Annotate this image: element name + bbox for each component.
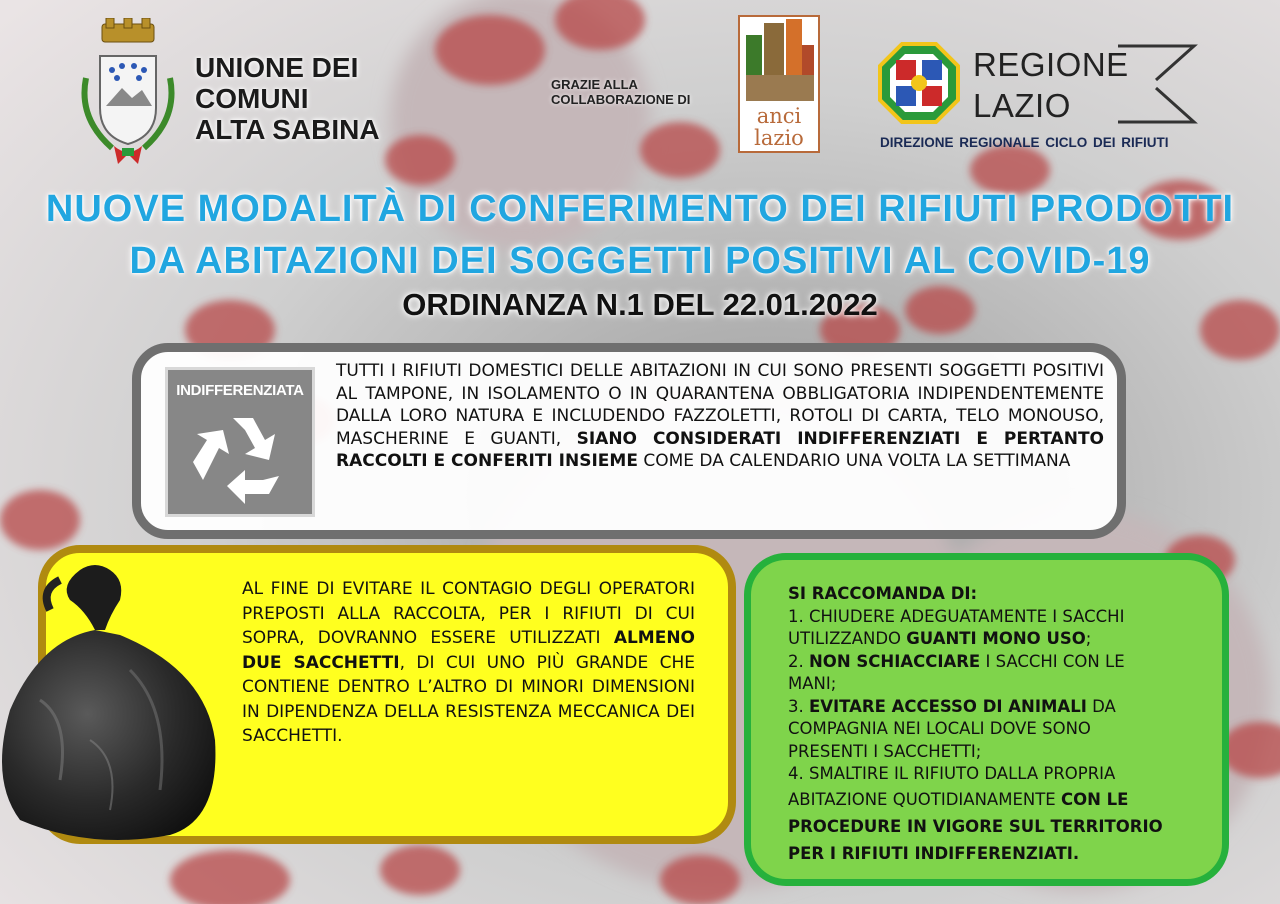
list-item: 4. SMALTIRE IL RIFIUTO DALLA PROPRIA <box>788 764 1116 783</box>
double-bag-text: AL FINE DI EVITARE IL CONTAGIO DEGLI OPERATORI PREPOSTI ALLA RACCOLTA, PER I RIFIUTI DI CUI SOPRA, DOVRANNO ESSERE UTILIZZATI ALMENO DUE SACCHETTI, DI CUI UNO PIÙ GRANDE CHE CONTIENE DENTRO L’ALTRO DI MINORI DIMENSIONI IN DIPENDENZA DELLA RESISTENZA MECCANICA DEI SACCHETTI. <box>242 579 696 746</box>
page-title-line-1: NUOVE MODALITÀ DI CONFERIMENTO DEI RIFIUTI PRODOTTI <box>45 188 1235 230</box>
list-item: 2. NON SCHIACCIARE I SACCHI CON LE <box>788 651 1125 671</box>
thanks-text: GRAZIE ALLA COLLABORAZIONE DI <box>551 77 691 107</box>
garbage-bag-image <box>0 560 230 850</box>
recycle-icon <box>193 410 289 506</box>
recommendations-list <box>788 583 1208 867</box>
lazio-label: LAZIO <box>973 87 1071 124</box>
list-item: PRESENTI I SACCHETTI; <box>788 741 982 761</box>
ordinanza-subtitle: ORDINANZA N.1 DEL 22.01.2022 <box>402 287 878 322</box>
list-item: PROCEDURE IN VIGORE SUL TERRITORIO <box>788 816 1163 836</box>
regione-lazio-emblem-icon <box>878 42 960 124</box>
lazio-label: lazio <box>754 126 804 150</box>
regione-lazio-x-mark-icon <box>1118 44 1200 126</box>
anci-lazio-logo <box>738 15 820 153</box>
list-item: 1. CHIUDERE ADEGUATAMENTE I SACCHI <box>788 606 1125 626</box>
list-item: 3. EVITARE ACCESSO DI ANIMALI DA <box>788 696 1116 716</box>
list-item: UTILIZZANDO GUANTI MONO USO; <box>788 629 1092 648</box>
list-item: PER I RIFIUTI INDIFFERENZIATI. <box>788 843 1080 863</box>
recommendations-heading: SI RACCOMANDA DI: <box>788 584 978 603</box>
indifferenziata-text: TUTTI I RIFIUTI DOMESTICI DELLE ABITAZIONI IN CUI SONO PRESENTI SOGGETTI POSITIVI AL TAMPONE, IN ISOLAMENTO O IN QUARANTENA OBBLIGATORIA INDIPENDENTEMENTE DALLA LORO NATURA E INCLUDENDO FAZZOLETTI, ROTOLI DI CARTA, TELO MONOUSO, MASCHERINE E GUANTI, SIANO CONSIDERATI INDIFFERENZIATI E PERTANTO RACCOLTI E CONFERITI INSIEME COME DA CALENDARIO UNA VOLTA LA SETTIMANA <box>336 361 1104 471</box>
indifferenziata-label: INDIFFERENZIATA <box>176 382 304 399</box>
direzione-label: DIREZIONE REGIONALE CICLO DEI RIFIUTI <box>880 135 1169 150</box>
coat-of-arms-icon <box>72 18 184 170</box>
regione-label: REGIONE <box>973 46 1129 83</box>
union-name: UNIONE DEI COMUNI ALTA SABINA <box>195 52 380 145</box>
page-title-line-2: DA ABITAZIONI DEI SOGGETTI POSITIVI AL COVID-19 <box>129 240 1151 282</box>
list-item: MANI; <box>788 674 837 693</box>
list-item: COMPAGNIA NEI LOCALI DOVE SONO <box>788 719 1091 738</box>
anci-label: anci <box>756 104 802 128</box>
list-item: ABITAZIONE QUOTIDIANAMENTE CON LE <box>788 789 1129 809</box>
indifferenziata-card <box>165 367 315 517</box>
